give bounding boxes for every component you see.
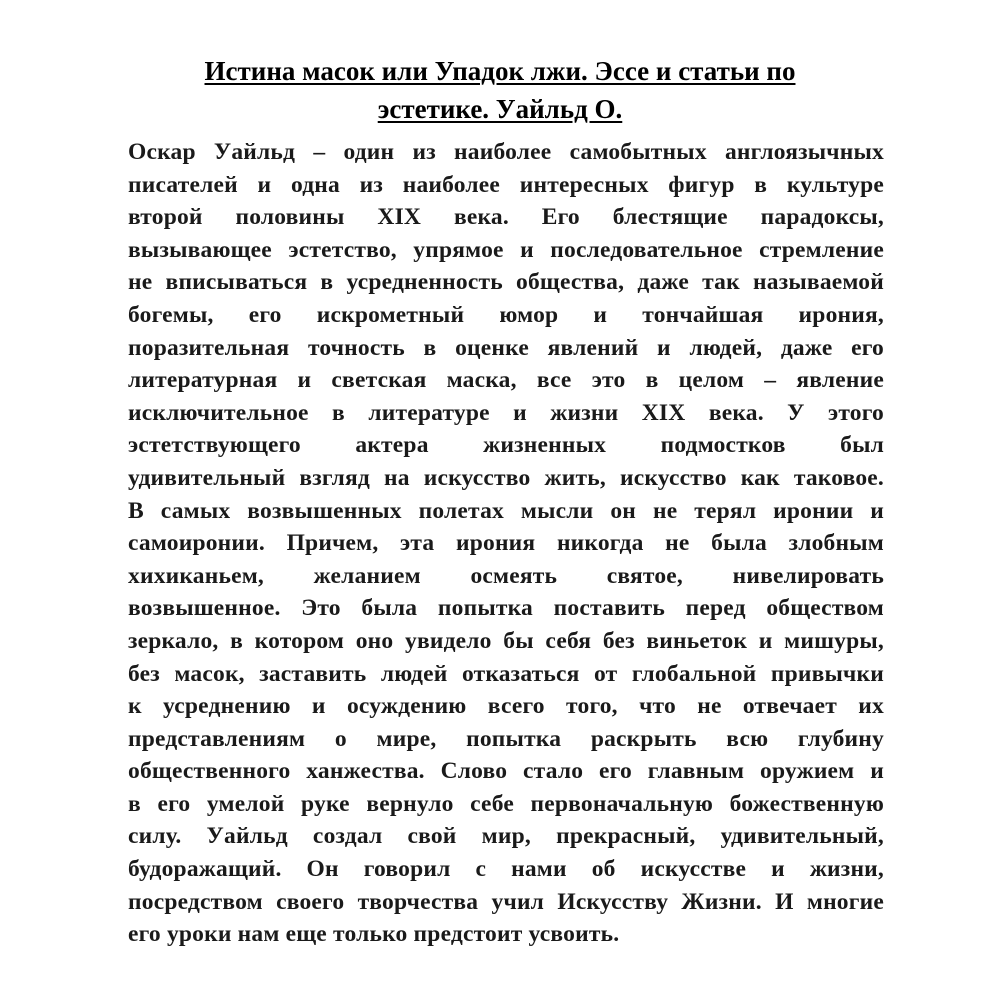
text-line: вызывающее эстетство, упрямое и последовательное стремление bbox=[128, 236, 884, 263]
text-line: посредством своего творчества учил Искусству Жизни. И многие bbox=[128, 888, 884, 915]
text-line: зеркало, в котором оно увидело бы себя без виньеток и мишуры, bbox=[128, 627, 884, 654]
text-line: В самых возвышенных полетах мысли он не терял иронии и bbox=[128, 497, 884, 524]
text-line: в его умелой руке вернуло себе первоначальную божественную bbox=[128, 790, 884, 817]
title-line: Истина масок или Упадок лжи. Эссе и статьи по bbox=[204, 56, 796, 86]
text-line: представлениям о мире, попытка раскрыть всю глубину bbox=[128, 725, 884, 752]
text-line: без масок, заставить людей отказаться от глобальной привычки bbox=[128, 660, 884, 687]
text-line: поразительная точность в оценке явлений и людей, даже его bbox=[128, 334, 884, 361]
body-paragraph bbox=[128, 136, 884, 951]
text-line: исключительное в литературе и жизни XIX века. У этого bbox=[128, 399, 884, 426]
text-line: возвышенное. Это была попытка поставить перед обществом bbox=[128, 595, 884, 622]
text-line: хихиканьем, желанием осмеять святое, нивелировать bbox=[128, 562, 884, 589]
text-line: общественного ханжества. Слово стало его главным оружием и bbox=[128, 758, 884, 785]
text-line: силу. Уайльд создал свой мир, прекрасный, удивительный, bbox=[128, 823, 884, 850]
document-title bbox=[0, 52, 1000, 128]
text-line: литературная и светская маска, все это в целом – явление bbox=[128, 367, 884, 394]
text-line: будоражащий. Он говорил с нами об искусстве и жизни, bbox=[128, 856, 884, 883]
text-line: удивительный взгляд на искусство жить, искусство как таковое. bbox=[128, 464, 884, 491]
text-line: богемы, его искрометный юмор и тончайшая ирония, bbox=[128, 301, 884, 328]
text-line: эстетствующего актера жизненных подмостков был bbox=[128, 432, 884, 459]
text-line: не вписываться в усредненность общества, даже так называемой bbox=[128, 269, 884, 296]
text-line: Оскар Уайльд – один из наиболее самобытных англоязычных bbox=[128, 139, 884, 165]
text-line: к усреднению и осуждению всего того, что не отвечает их bbox=[128, 693, 884, 720]
text-line: его уроки нам еще только предстоит усвоить. bbox=[128, 921, 620, 948]
text-line: писателей и одна из наиболее интересных фигур в культуре bbox=[128, 171, 884, 198]
title-line: эстетике. Уайльд О. bbox=[377, 94, 623, 124]
text-line: второй половины XIX века. Его блестящие парадоксы, bbox=[128, 204, 884, 231]
text-line: самоиронии. Причем, эта ирония никогда не была злобным bbox=[128, 530, 884, 557]
